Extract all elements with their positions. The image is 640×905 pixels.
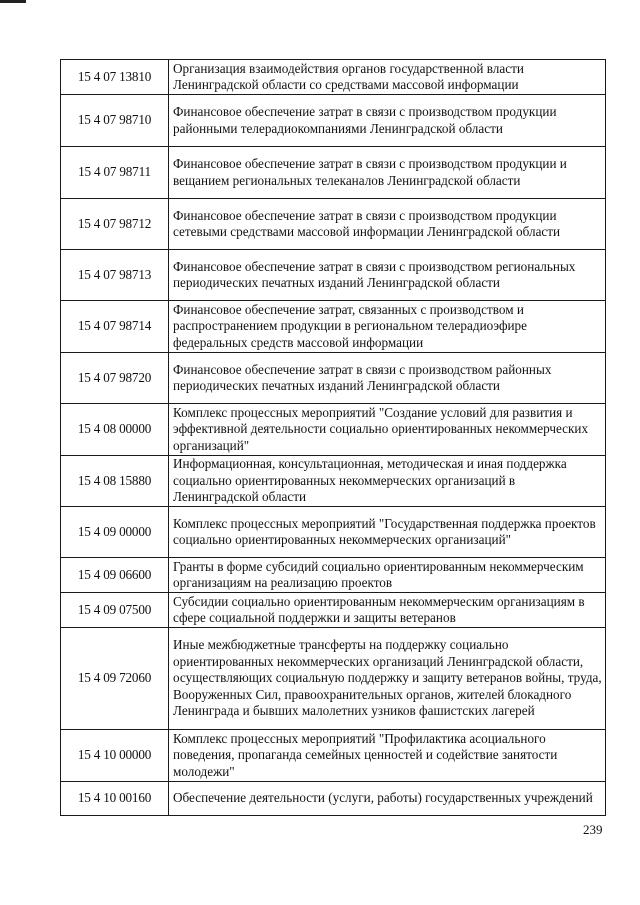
table-row xyxy=(61,147,606,199)
code-cell: 15 4 07 13810 xyxy=(61,60,169,95)
table-row xyxy=(61,593,606,628)
description-cell: Финансовое обеспечение затрат в связи с производством продукции и вещанием региональных телеканалов Ленинградской области xyxy=(169,147,606,199)
code-cell: 15 4 07 98712 xyxy=(61,199,169,250)
code-cell: 15 4 10 00000 xyxy=(61,730,169,782)
description-cell: Организация взаимодействия органов государственной власти Ленинградской области со средствами массовой информации xyxy=(169,60,606,95)
table-body xyxy=(61,60,606,816)
description-cell: Комплекс процессных мероприятий "Профилактика асоциального поведения, пропаганда семейных ценностей и содействие занятости молодежи" xyxy=(169,730,606,782)
table-row xyxy=(61,301,606,353)
code-cell: 15 4 07 98710 xyxy=(61,95,169,147)
scan-edge-mark xyxy=(0,0,26,3)
table-row xyxy=(61,558,606,593)
table-row xyxy=(61,250,606,301)
code-cell: 15 4 07 98711 xyxy=(61,147,169,199)
description-cell: Финансовое обеспечение затрат, связанных с производством и распространением продукции в региональном телерадиоэфире федеральных средств массовой информации xyxy=(169,301,606,353)
table-row xyxy=(61,404,606,456)
table-row xyxy=(61,782,606,816)
description-cell: Финансовое обеспечение затрат в связи с производством районных периодических печатных изданий Ленинградской области xyxy=(169,353,606,404)
table-row xyxy=(61,730,606,782)
code-cell: 15 4 09 00000 xyxy=(61,507,169,558)
code-cell: 15 4 07 98714 xyxy=(61,301,169,353)
code-cell: 15 4 07 98720 xyxy=(61,353,169,404)
table-row xyxy=(61,628,606,730)
code-cell: 15 4 09 06600 xyxy=(61,558,169,593)
description-cell: Обеспечение деятельности (услуги, работы) государственных учреждений xyxy=(169,782,606,816)
code-cell: 15 4 10 00160 xyxy=(61,782,169,816)
code-cell: 15 4 08 00000 xyxy=(61,404,169,456)
description-cell: Иные межбюджетные трансферты на поддержку социально ориентированных некоммерческих организаций Ленинградской области, осуществляющих социальную поддержку и защиту ветеранов войны, труда, Вооруженных Сил, правоохранительных органов, жителей блокадного Ленинграда и бывших малолетних узников фашистских лагерей xyxy=(169,628,606,730)
description-cell: Комплекс процессных мероприятий "Создание условий для развития и эффективной деятельности социально ориентированных некоммерческих организаций" xyxy=(169,404,606,456)
description-cell: Гранты в форме субсидий социально ориентированным некоммерческим организациям на реализацию проектов xyxy=(169,558,606,593)
page-number: 239 xyxy=(583,822,603,837)
budget-classification-table xyxy=(60,59,606,816)
description-cell: Финансовое обеспечение затрат в связи с производством продукции сетевыми средствами массовой информации Ленинградской области xyxy=(169,199,606,250)
description-cell: Комплекс процессных мероприятий "Государственная поддержка проектов социально ориентированных некоммерческих организаций" xyxy=(169,507,606,558)
code-cell: 15 4 08 15880 xyxy=(61,456,169,507)
table-row xyxy=(61,507,606,558)
table-row xyxy=(61,60,606,95)
description-cell: Финансовое обеспечение затрат в связи с производством продукции районными телерадиокомпаниями Ленинградской области xyxy=(169,95,606,147)
table-row xyxy=(61,456,606,507)
code-cell: 15 4 09 72060 xyxy=(61,628,169,730)
code-cell: 15 4 09 07500 xyxy=(61,593,169,628)
table-row xyxy=(61,353,606,404)
description-cell: Финансовое обеспечение затрат в связи с производством региональных периодических печатных изданий Ленинградской области xyxy=(169,250,606,301)
table-row xyxy=(61,95,606,147)
code-cell: 15 4 07 98713 xyxy=(61,250,169,301)
description-cell: Информационная, консультационная, методическая и иная поддержка социально ориентированных некоммерческих организаций в Ленинградской области xyxy=(169,456,606,507)
description-cell: Субсидии социально ориентированным некоммерческим организациям в сфере социальной поддержки и защиты ветеранов xyxy=(169,593,606,628)
table-row xyxy=(61,199,606,250)
